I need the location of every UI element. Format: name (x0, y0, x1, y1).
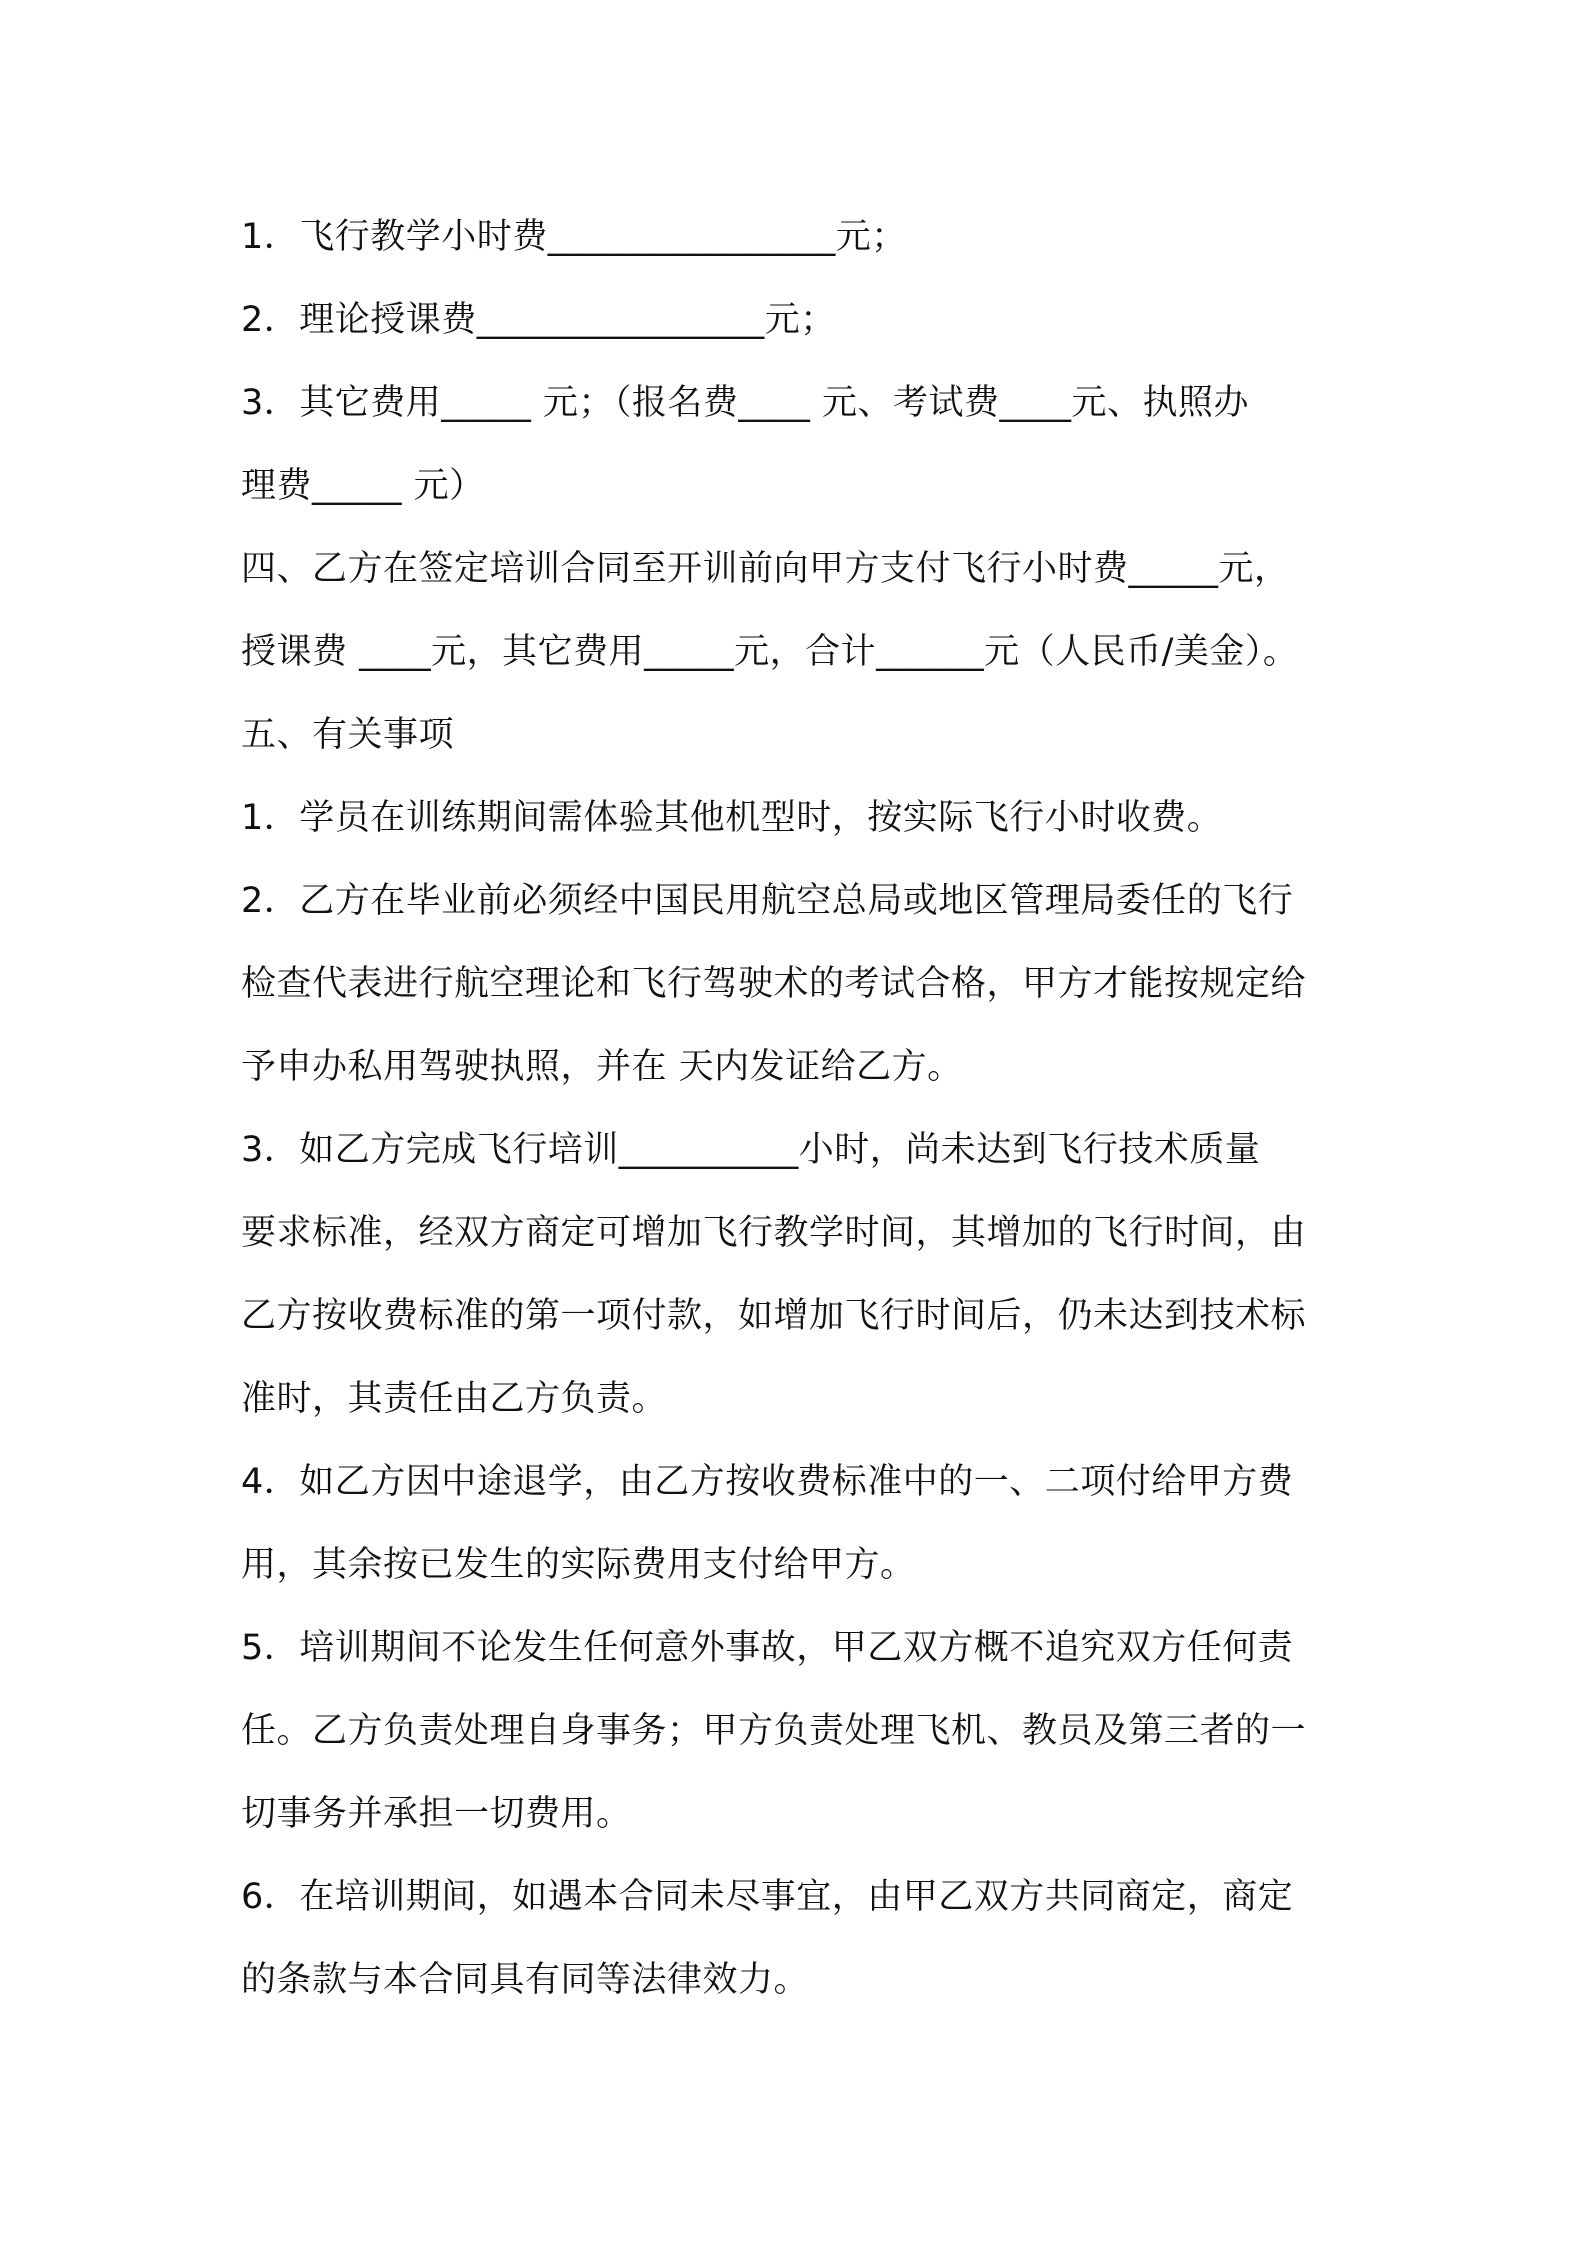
section-five-heading: 五、有关事项 (241, 715, 455, 755)
clause-4-cont: 用，其余按已发生的实际费用支付给甲方。 (241, 1545, 916, 1585)
clause-6-cont: 的条款与本合同具有同等法律效力。 (241, 1960, 810, 2000)
fee-item-other: 3．其它费用_____ 元；（报名费____ 元、考试费____元、执照办 (241, 383, 1250, 423)
section-four-payment-cont: 授课费 ____元，其它费用_____元，合计______元（人民币/美金）。 (241, 632, 1299, 672)
fee-item-flight-hour: 1．飞行教学小时费________________元； (241, 217, 907, 257)
clause-6: 6．在培训期间，如遇本合同未尽事宜，由甲乙双方共同商定，商定 (241, 1877, 1294, 1917)
clause-4: 4．如乙方因中途退学，由乙方按收费标准中的一、二项付给甲方费 (241, 1462, 1294, 1502)
clause-3: 3．如乙方完成飞行培训__________小时，尚未达到飞行技术质量 (241, 1130, 1261, 1170)
clause-3-cont: 乙方按收费标准的第一项付款，如增加飞行时间后，仍未达到技术标 (241, 1296, 1307, 1336)
clause-2: 2．乙方在毕业前必须经中国民用航空总局或地区管理局委任的飞行 (241, 881, 1294, 921)
clause-1: 1．学员在训练期间需体验其他机型时，按实际飞行小时收费。 (241, 798, 1223, 838)
clause-5-cont: 任。乙方负责处理自身事务；甲方负责处理飞机、教员及第三者的一 (241, 1711, 1307, 1751)
clause-2-cont: 检查代表进行航空理论和飞行驾驶术的考试合格，甲方才能按规定给 (241, 964, 1307, 1004)
clause-3-cont: 准时，其责任由乙方负责。 (241, 1379, 668, 1419)
clause-5-cont: 切事务并承担一切费用。 (241, 1794, 632, 1834)
clause-2-cont: 予申办私用驾驶执照，并在 天内发证给乙方。 (241, 1047, 963, 1087)
document-body (241, 196, 1361, 2022)
clause-3-cont: 要求标准，经双方商定可增加飞行教学时间，其增加的飞行时间，由 (241, 1213, 1307, 1253)
fee-item-theory: 2．理论授课费________________元； (241, 300, 836, 340)
clause-5: 5．培训期间不论发生任何意外事故，甲乙双方概不追究双方任何责 (241, 1628, 1294, 1668)
section-four-payment: 四、乙方在签定培训合同至开训前向甲方支付飞行小时费_____元， (241, 549, 1290, 589)
fee-item-other-cont: 理费_____ 元） (241, 466, 485, 506)
